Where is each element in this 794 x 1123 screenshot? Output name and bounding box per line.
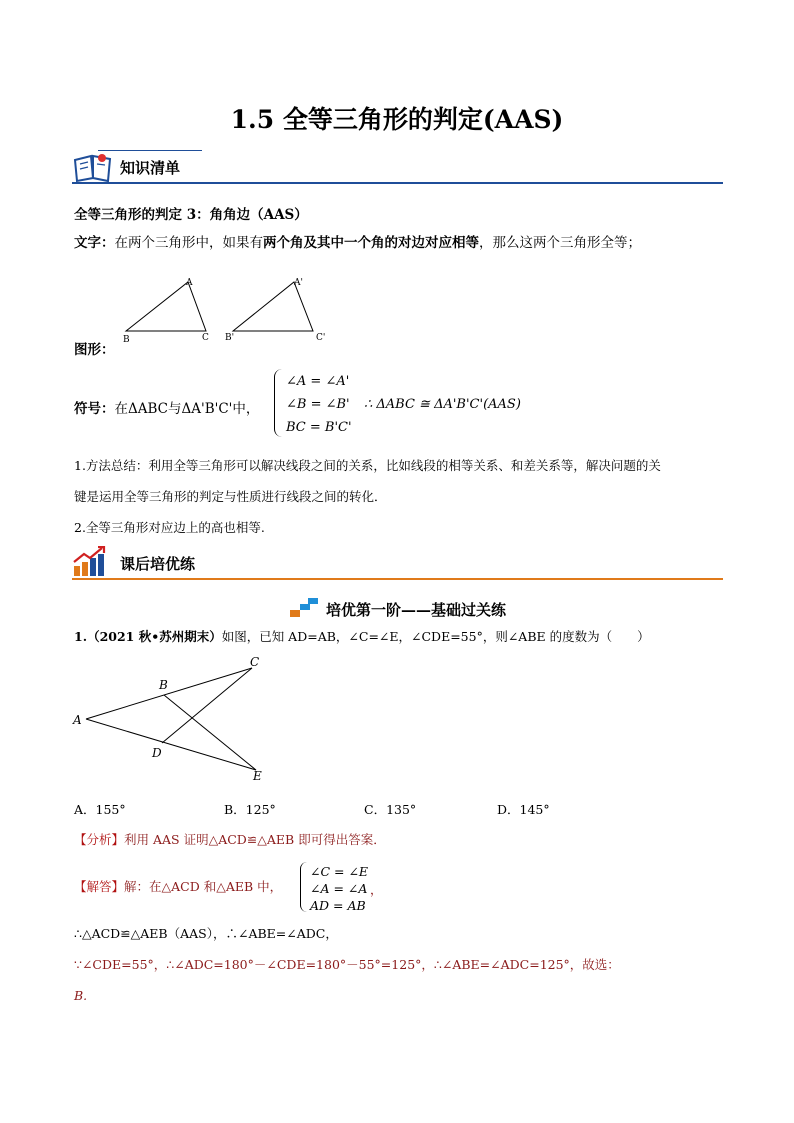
section-header-knowledge — [72, 150, 723, 184]
section-rule — [72, 182, 723, 184]
fig-label-b: B — [159, 678, 168, 692]
stairs-icon — [288, 598, 320, 618]
figure-label: 图形： — [74, 342, 115, 358]
solution-intro: 解：在△ACD 和△AEB 中， — [124, 879, 283, 894]
condition-1: ∠A = ∠A' — [286, 374, 350, 389]
page-title: 1.5 全等三角形的判定(AAS) — [230, 105, 564, 134]
condition-brace — [274, 369, 285, 437]
solution-answer: B. — [74, 988, 88, 1003]
solution-condition-2: ∠A = ∠A — [310, 881, 368, 896]
choice-a[interactable]: A．155° — [74, 802, 126, 817]
note2: 2.全等三角形对应边上的高也相等. — [74, 520, 265, 535]
chart-growth-icon — [72, 546, 108, 578]
question-stem: 如图，已知 AD=AB，∠C=∠E，∠CDE=55°，则∠ABE 的度数为（ ） — [221, 629, 650, 644]
question-number: 1. — [74, 629, 88, 644]
conditions-block — [286, 370, 352, 439]
label-c: C — [202, 333, 209, 343]
fig-label-e: E — [253, 769, 262, 782]
triangles-figure — [118, 272, 338, 348]
choice-d[interactable]: D．145° — [497, 802, 550, 817]
rule-text — [74, 233, 724, 253]
stage-title-wrap — [0, 598, 794, 620]
solution-condition-3: AD = AB — [310, 898, 366, 913]
solution-step1: ∴△ACD≌△AEB（AAS），∴∠ABE=∠ADC， — [74, 926, 338, 941]
solution-brace — [300, 862, 309, 912]
book-icon — [72, 152, 114, 184]
header-top-line — [98, 150, 202, 151]
analysis-text: 利用 AAS 证明△ACD≌△AEB 即可得出答案． — [124, 832, 386, 847]
condition-2: ∠B = ∠B' — [286, 397, 350, 412]
section2-heading: 课后培优练 — [120, 555, 196, 573]
rule-name: 全等三角形的判定 3：角角边（AAS） — [74, 207, 308, 223]
symbol-label: 符号： — [74, 401, 115, 417]
analysis-tag: 【分析】 — [74, 832, 125, 847]
choice-c[interactable]: C．135° — [364, 802, 417, 817]
solution-step2: ∵∠CDE=55°，∴∠ADC=180°－∠CDE=180°－55°=125°，∴∠ABE=∠ADC=125°，故选： — [74, 957, 620, 972]
note1-line2: 键是运用全等三角形的判定与性质进行线段之间的转化． — [74, 489, 387, 504]
solution-conditions — [310, 863, 368, 914]
question-1 — [74, 627, 724, 647]
symbol-prefix: 在ΔABC与ΔA'B'C'中， — [114, 401, 260, 417]
analysis — [74, 830, 724, 850]
label-a-prime: A' — [294, 278, 303, 288]
label-c-prime: C' — [316, 333, 326, 343]
section-header-practice — [72, 546, 723, 580]
fig-label-a: A — [73, 713, 82, 727]
symbol-line — [74, 397, 259, 417]
solution-condition-1: ∠C = ∠E — [310, 864, 369, 879]
note1-line1: 1.方法总结：利用全等三角形可以解决线段之间的关系，比如线段的相等关系、和差关系等，解决问题的关 — [74, 458, 661, 473]
solution-comma: ， — [370, 882, 383, 897]
condition-3: BC = B'C' — [286, 420, 352, 435]
choice-b[interactable]: B．125° — [224, 802, 276, 817]
text-bold: 两个角及其中一个角的对边对应相等 — [263, 235, 479, 251]
triangle-abc-prime — [233, 282, 313, 331]
fig-label-c: C — [250, 655, 260, 669]
question-source: （2021 秋•苏州期末） — [87, 629, 222, 644]
text-label: 文字： — [74, 235, 115, 251]
triangle-abc — [126, 282, 206, 331]
label-b: B — [123, 335, 130, 345]
section-heading: 知识清单 — [120, 159, 181, 177]
solution-intro-line — [74, 877, 282, 895]
section2-rule — [72, 578, 723, 580]
stage-title: 培优第一阶——基础过关练 — [325, 601, 506, 619]
label-b-prime: B' — [225, 333, 235, 343]
text-part1: 在两个三角形中，如果有 — [114, 235, 263, 251]
fig-label-d: D — [152, 746, 162, 760]
text-part2: ，那么这两个三角形全等； — [479, 235, 641, 251]
label-a: A — [186, 278, 193, 288]
conclusion: ∴ ΔABC ≅ ΔA'B'C'(AAS) — [364, 397, 521, 412]
question-figure — [70, 652, 270, 782]
solution-tag: 【解答】 — [74, 879, 125, 894]
